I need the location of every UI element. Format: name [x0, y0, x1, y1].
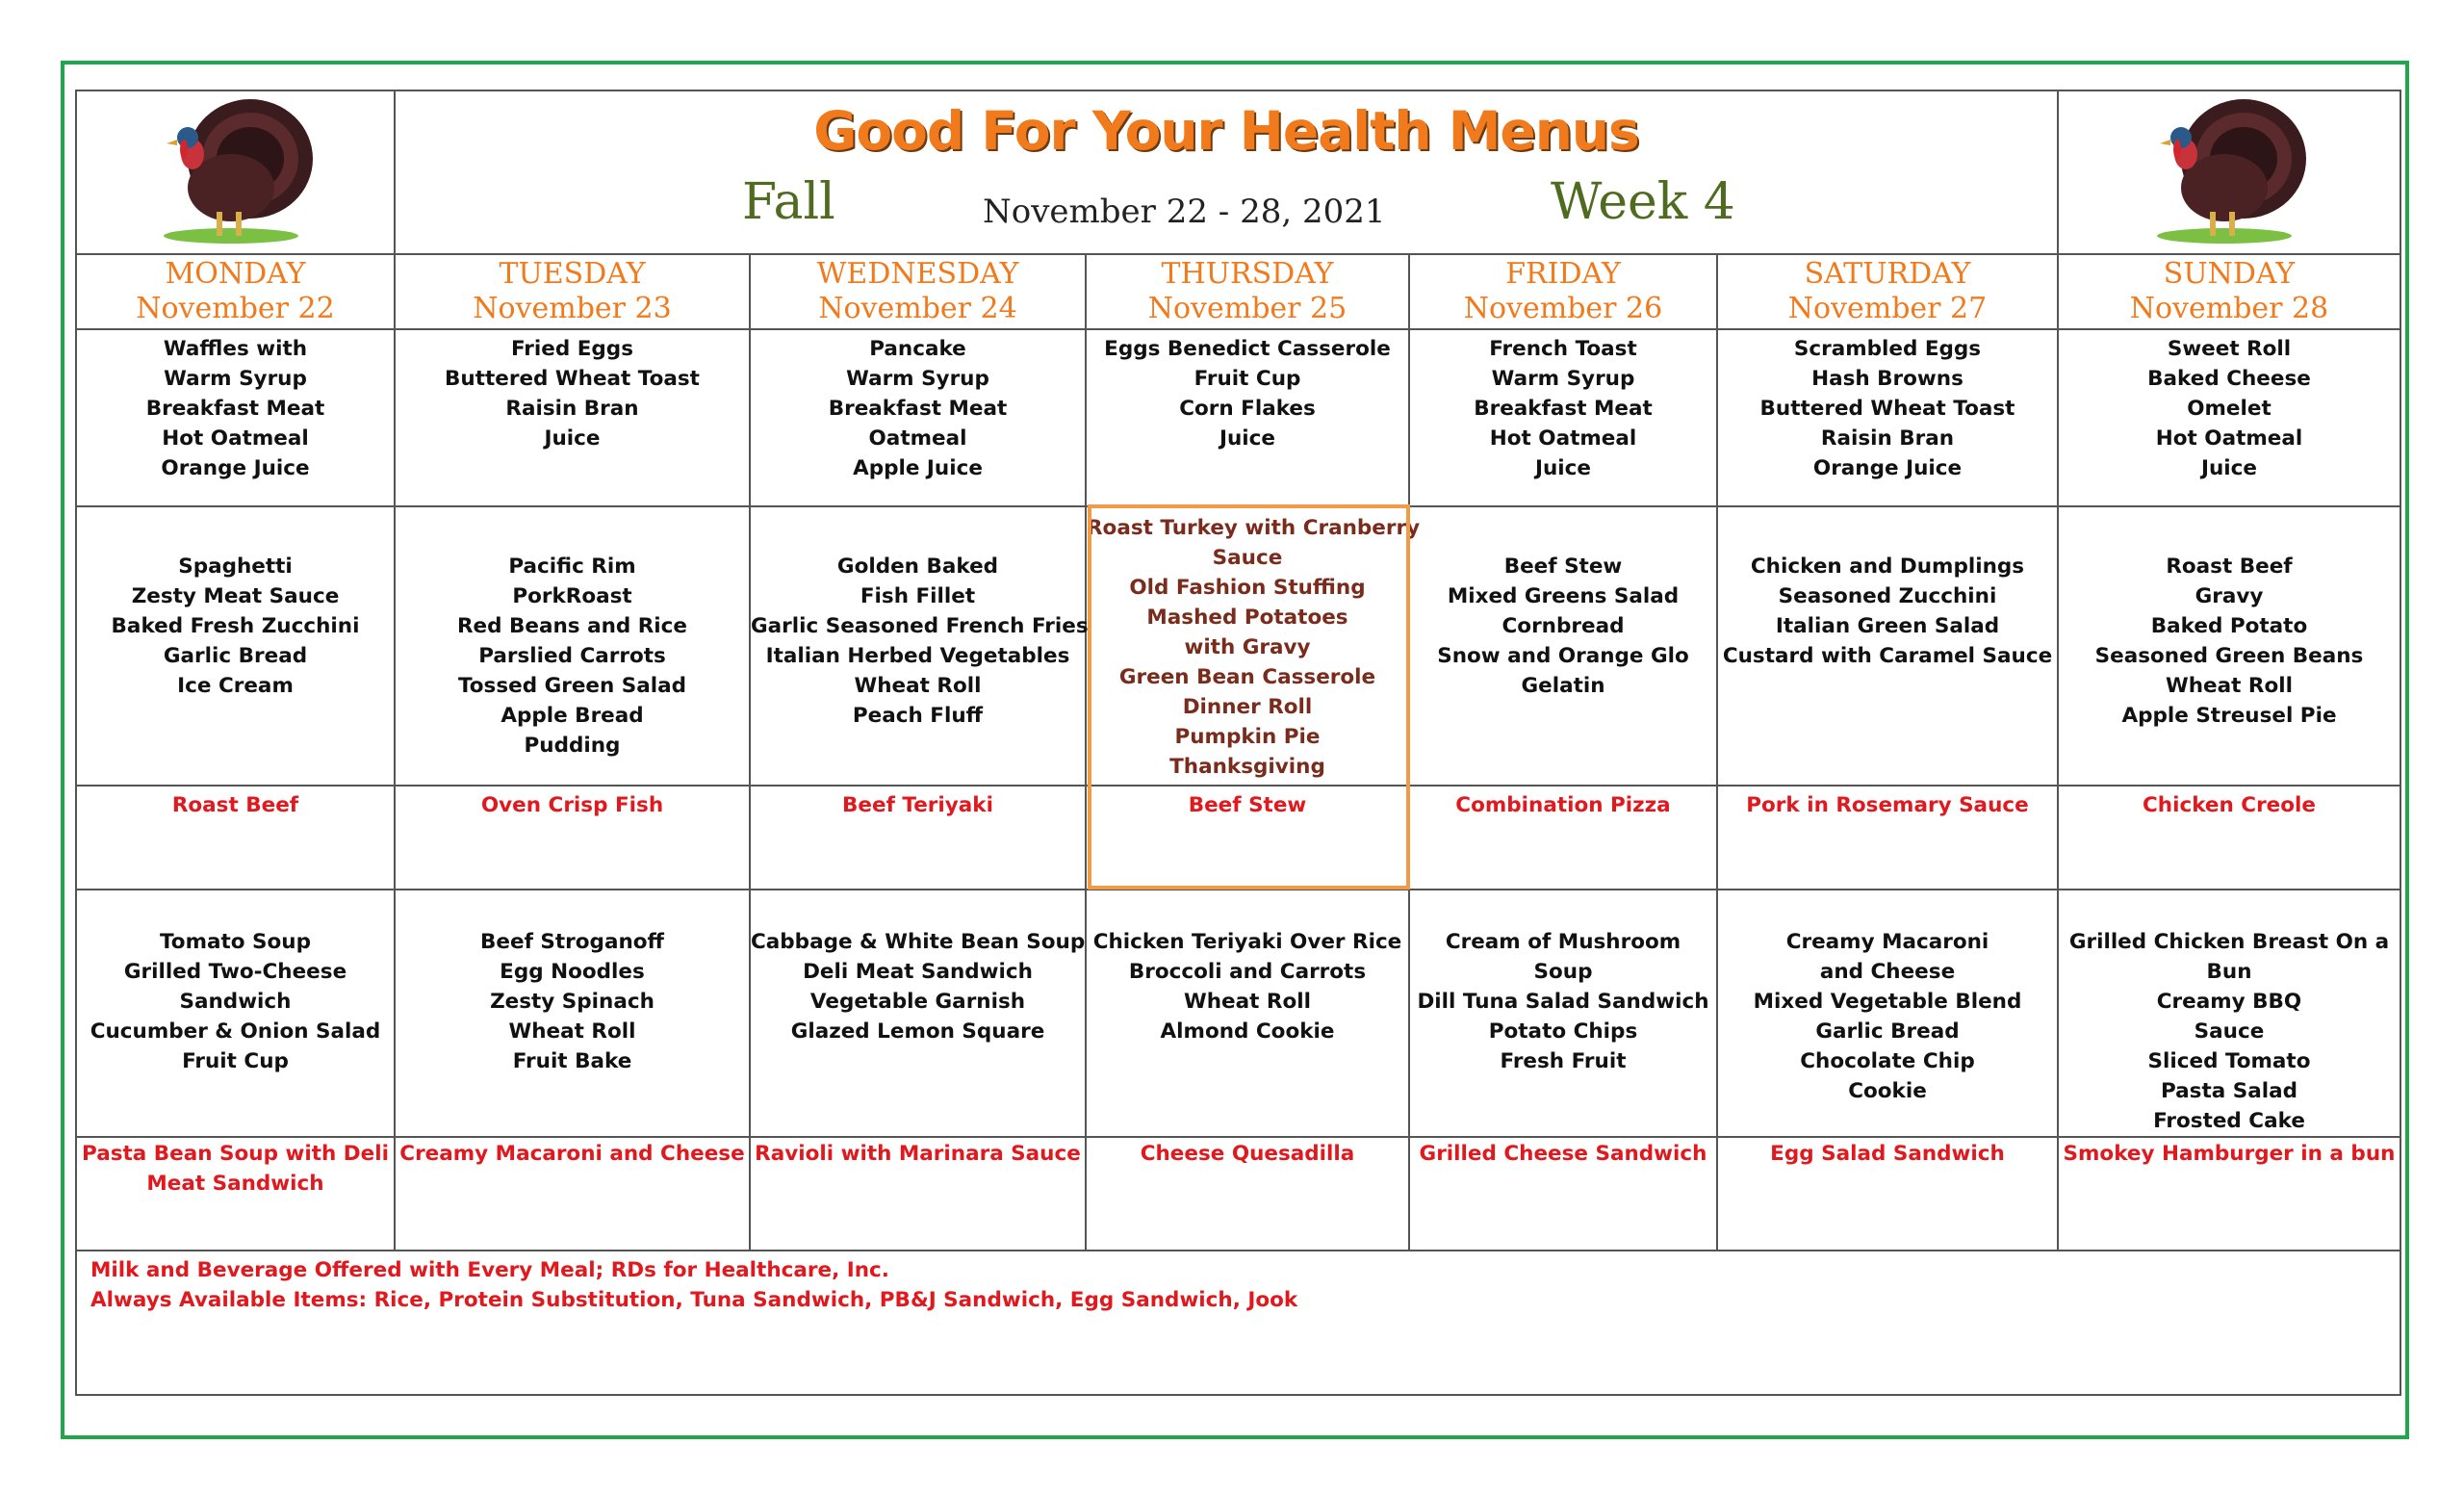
menu-item: Sweet Roll	[2167, 337, 2292, 361]
dinner-cell-monday	[76, 890, 395, 1137]
menu-item: Smokey Hamburger in a bun	[2063, 1142, 2396, 1166]
breakfast-cell-friday	[1409, 329, 1717, 506]
menu-item: Roast Turkey with Cranberry	[1087, 516, 1421, 540]
menu-item: Potato Chips	[1488, 1019, 1638, 1044]
menu-item: Cornbread	[1502, 614, 1625, 638]
footer-always-available: Always Available Items: Rice, Protein Substitution, Tuna Sandwich, PB&J Sandwich, Egg Sandwich, Jook	[90, 1288, 1298, 1312]
menu-item: Chicken and Dumplings	[1750, 555, 2025, 579]
day-name: WEDNESDAY	[816, 257, 1019, 291]
lunch-alternate-cell-monday	[76, 786, 395, 890]
page-title: Good For Your Health Menus	[813, 100, 1639, 162]
lunch-alternate-cell-tuesday	[395, 786, 750, 890]
menu-item: Old Fashion Stuffing	[1129, 576, 1366, 600]
menu-item: Creamy Macaroni	[1785, 930, 1989, 954]
dinner-alternate-cell-tuesday	[395, 1137, 750, 1251]
menu-item: Beef Stroganoff	[480, 930, 664, 954]
dinner-alternate-cell-thursday	[1086, 1137, 1409, 1251]
menu-item: Sliced Tomato	[2147, 1049, 2311, 1073]
menu-item: Baked Fresh Zucchini	[111, 614, 360, 638]
menu-item: Combination Pizza	[1455, 793, 1671, 817]
lunch-cell-saturday	[1717, 506, 2058, 786]
menu-item: Fruit Cup	[182, 1049, 289, 1073]
menu-item: Cookie	[1848, 1079, 1927, 1103]
menu-item: Breakfast Meat	[145, 397, 325, 421]
dinner-cell-thursday	[1086, 890, 1409, 1137]
menu-item: Cheese Quesadilla	[1140, 1142, 1355, 1166]
day-date: November 27	[1787, 292, 1988, 325]
dinner-cell-sunday	[2058, 890, 2400, 1137]
header-cell	[395, 90, 2058, 254]
menu-item: Cream of Mushroom	[1445, 930, 1681, 954]
menu-item: Roast Beef	[2166, 555, 2293, 579]
season-label: Fall	[742, 173, 835, 231]
day-date: November 28	[2129, 292, 2329, 325]
menu-item: Pasta Bean Soup with Deli	[82, 1142, 389, 1166]
menu-item: Chocolate Chip	[1800, 1049, 1975, 1073]
lunch-cell-sunday	[2058, 506, 2400, 786]
menu-item: Ravioli with Marinara Sauce	[755, 1142, 1081, 1166]
menu-item: Waffles with	[163, 337, 308, 361]
dinner-cell-saturday	[1717, 890, 2058, 1137]
lunch-cell-tuesday	[395, 506, 750, 786]
menu-item: Peach Fluff	[852, 704, 984, 728]
menu-item: Sauce	[1212, 546, 1283, 570]
menu-item: Mixed Vegetable Blend	[1753, 990, 2022, 1014]
menu-item: Dinner Roll	[1182, 695, 1313, 719]
menu-item: Warm Syrup	[164, 367, 307, 391]
menu-item: Orange Juice	[161, 456, 310, 480]
menu-item: Almond Cookie	[1160, 1019, 1335, 1044]
menu-table	[75, 90, 2401, 1396]
menu-item: Buttered Wheat Toast	[1759, 397, 2015, 421]
week-label: Week 4	[1551, 173, 1735, 231]
breakfast-cell-monday	[76, 329, 395, 506]
menu-item: Dill Tuna Salad Sandwich	[1417, 990, 1709, 1014]
turkey-cell-left	[76, 90, 395, 254]
dinner-alternate-cell-wednesday	[750, 1137, 1086, 1251]
day-name: THURSDAY	[1161, 257, 1334, 291]
day-header-sunday	[2058, 254, 2400, 329]
menu-item: Juice	[1219, 426, 1275, 451]
menu-item: Hot Oatmeal	[162, 426, 309, 451]
menu-item: Fresh Fruit	[1500, 1049, 1627, 1073]
day-header-wednesday	[750, 254, 1086, 329]
menu-item: Hash Browns	[1811, 367, 1964, 391]
menu-item: Pancake	[869, 337, 966, 361]
breakfast-cell-sunday	[2058, 329, 2400, 506]
lunch-cell-friday	[1409, 506, 1717, 786]
menu-item: Oatmeal	[868, 426, 967, 451]
menu-item: Vegetable Garnish	[809, 990, 1026, 1014]
menu-item: Roast Beef	[171, 793, 299, 817]
menu-item: Raisin Bran	[1820, 426, 1955, 451]
day-header-tuesday	[395, 254, 750, 329]
menu-item: Raisin Bran	[505, 397, 639, 421]
menu-item: Creamy Macaroni and Cheese	[399, 1142, 745, 1166]
breakfast-cell-wednesday	[750, 329, 1086, 506]
turkey-icon	[2133, 91, 2325, 250]
day-name: TUESDAY	[499, 257, 646, 291]
menu-item: Grilled Two-Cheese	[123, 960, 347, 984]
menu-item: Egg Noodles	[500, 960, 645, 984]
menu-item: Warm Syrup	[846, 367, 989, 391]
lunch-alternate-cell-thursday	[1086, 786, 1409, 890]
menu-item: Wheat Roll	[2166, 674, 2293, 698]
menu-item: Parslied Carrots	[478, 644, 666, 668]
menu-item: Italian Herbed Vegetables	[765, 644, 1070, 668]
menu-item: Breakfast Meat	[828, 397, 1008, 421]
day-name: FRIDAY	[1505, 257, 1621, 291]
menu-item: Wheat Roll	[508, 1019, 636, 1044]
menu-item: Mashed Potatoes	[1146, 606, 1348, 630]
day-header-saturday	[1717, 254, 2058, 329]
menu-item: Seasoned Zucchini	[1778, 584, 1997, 608]
menu-item: Juice	[2200, 456, 2257, 480]
menu-item: Warm Syrup	[1491, 367, 1635, 391]
menu-item: Fried Eggs	[510, 337, 633, 361]
menu-item: Pumpkin Pie	[1174, 725, 1321, 749]
menu-item: Pork in Rosemary Sauce	[1746, 793, 2029, 817]
turkey-icon	[140, 91, 332, 250]
dinner-alternate-cell-monday	[76, 1137, 395, 1251]
menu-item: Custard with Caramel Sauce	[1722, 644, 2053, 668]
menu-item: Sauce	[2194, 1019, 2265, 1044]
menu-item: Baked Potato	[2150, 614, 2308, 638]
lunch-alternate-cell-friday	[1409, 786, 1717, 890]
menu-item: Juice	[1534, 456, 1591, 480]
menu-item: Oven Crisp Fish	[480, 793, 664, 817]
menu-item: Zesty Meat Sauce	[131, 584, 340, 608]
day-name: MONDAY	[165, 257, 306, 291]
menu-item: Pudding	[524, 734, 621, 758]
menu-item: Omelet	[2187, 397, 2272, 421]
breakfast-cell-tuesday	[395, 329, 750, 506]
menu-item: Juice	[544, 426, 601, 451]
menu-item: with Gravy	[1184, 635, 1311, 659]
menu-item: Red Beans and Rice	[456, 614, 688, 638]
breakfast-cell-saturday	[1717, 329, 2058, 506]
dinner-cell-friday	[1409, 890, 1717, 1137]
dinner-cell-tuesday	[395, 890, 750, 1137]
menu-item: Hot Oatmeal	[1489, 426, 1637, 451]
menu-item: Cabbage & White Bean Soup	[751, 930, 1086, 954]
menu-item: Italian Green Salad	[1775, 614, 2000, 638]
menu-item: Garlic Seasoned French Fries	[751, 614, 1089, 638]
lunch-cell-wednesday	[750, 506, 1089, 786]
menu-item: Beef Stew	[1503, 555, 1623, 579]
menu-item: Mixed Greens Salad	[1447, 584, 1680, 608]
menu-item: Apple Bread	[500, 704, 644, 728]
menu-item: PorkRoast	[512, 584, 632, 608]
day-header-monday	[76, 254, 395, 329]
turkey-cell-right	[2058, 90, 2400, 254]
menu-item: Gravy	[2194, 584, 2264, 608]
menu-item: Tossed Green Salad	[457, 674, 687, 698]
day-date: November 22	[136, 292, 335, 325]
menu-item: Apple Streusel Pie	[2121, 704, 2337, 728]
day-date: November 23	[473, 292, 672, 325]
menu-item: Beef Teriyaki	[842, 793, 993, 817]
lunch-alternate-cell-sunday	[2058, 786, 2400, 890]
dinner-alternate-cell-friday	[1409, 1137, 1717, 1251]
menu-item: French Toast	[1489, 337, 1637, 361]
menu-item: Soup	[1533, 960, 1593, 984]
menu-item: Scrambled Eggs	[1793, 337, 1982, 361]
lunch-cell-monday	[76, 506, 395, 786]
menu-item: Broccoli and Carrots	[1128, 960, 1367, 984]
dinner-cell-wednesday	[750, 890, 1086, 1137]
menu-item: Deli Meat Sandwich	[803, 960, 1033, 984]
breakfast-cell-thursday	[1086, 329, 1409, 506]
dinner-alternate-cell-saturday	[1717, 1137, 2058, 1251]
day-date: November 25	[1147, 292, 1348, 325]
menu-item: Chicken Teriyaki Over Rice	[1092, 930, 1402, 954]
menu-item: Frosted Cake	[2153, 1109, 2305, 1133]
menu-item: Garlic Bread	[163, 644, 308, 668]
menu-item: Egg Salad Sandwich	[1770, 1142, 2005, 1166]
menu-item: Ice Cream	[177, 674, 294, 698]
day-name: SATURDAY	[1804, 257, 1971, 291]
day-header-friday	[1409, 254, 1717, 329]
menu-item: Glazed Lemon Square	[790, 1019, 1045, 1044]
menu-item: Corn Flakes	[1179, 397, 1316, 421]
menu-item: Wheat Roll	[1184, 990, 1311, 1014]
menu-item: Thanksgiving	[1169, 755, 1325, 779]
menu-item: Creamy BBQ	[2156, 990, 2302, 1014]
menu-item: Zesty Spinach	[490, 990, 654, 1014]
lunch-alternate-cell-wednesday	[750, 786, 1086, 890]
menu-item: and Cheese	[1819, 960, 1956, 984]
menu-item: Orange Juice	[1812, 456, 1963, 480]
menu-item: Hot Oatmeal	[2155, 426, 2303, 451]
menu-item: Sandwich	[179, 990, 292, 1014]
menu-item: Apple Juice	[853, 456, 983, 480]
menu-item: Fruit Cup	[1194, 367, 1301, 391]
menu-item: Gelatin	[1521, 674, 1605, 698]
menu-item: Meat Sandwich	[146, 1172, 324, 1196]
menu-item: Grilled Chicken Breast On a	[2068, 930, 2390, 954]
menu-item: Baked Cheese	[2147, 367, 2311, 391]
menu-item: Pasta Salad	[2160, 1079, 2298, 1103]
menu-item: Seasoned Green Beans	[2094, 644, 2364, 668]
menu-item: Breakfast Meat	[1474, 397, 1653, 421]
day-header-thursday	[1086, 254, 1409, 329]
menu-item: Fish Fillet	[860, 584, 976, 608]
menu-item: Golden Baked	[836, 555, 999, 579]
day-date: November 26	[1463, 292, 1663, 325]
menu-item: Beef Stew	[1188, 793, 1307, 817]
menu-item: Grilled Cheese Sandwich	[1419, 1142, 1707, 1166]
menu-item: Garlic Bread	[1815, 1019, 1960, 1044]
menu-item: Snow and Orange Glo	[1437, 644, 1689, 668]
menu-item: Green Bean Casserole	[1118, 665, 1376, 689]
menu-item: Pacific Rim	[508, 555, 636, 579]
lunch-cell-thursday	[1086, 506, 1421, 786]
menu-item: Bun	[2206, 960, 2252, 984]
menu-item: Eggs Benedict Casserole	[1104, 337, 1391, 361]
footer-cell	[76, 1251, 2400, 1395]
lunch-alternate-cell-saturday	[1717, 786, 2058, 890]
menu-item: Fruit Bake	[512, 1049, 632, 1073]
menu-item: Spaghetti	[178, 555, 293, 579]
menu-item: Tomato Soup	[160, 930, 311, 954]
menu-item: Cucumber & Onion Salad	[90, 1019, 381, 1044]
day-date: November 24	[818, 292, 1017, 325]
menu-item: Wheat Roll	[854, 674, 982, 698]
footer-beverage-note: Milk and Beverage Offered with Every Meal; RDs for Healthcare, Inc.	[90, 1258, 889, 1282]
date-range: November 22 - 28, 2021	[983, 193, 1386, 231]
dinner-alternate-cell-sunday	[2058, 1137, 2400, 1251]
menu-item: Chicken Creole	[2143, 793, 2316, 817]
day-name: SUNDAY	[2163, 257, 2296, 291]
menu-item: Buttered Wheat Toast	[445, 367, 700, 391]
